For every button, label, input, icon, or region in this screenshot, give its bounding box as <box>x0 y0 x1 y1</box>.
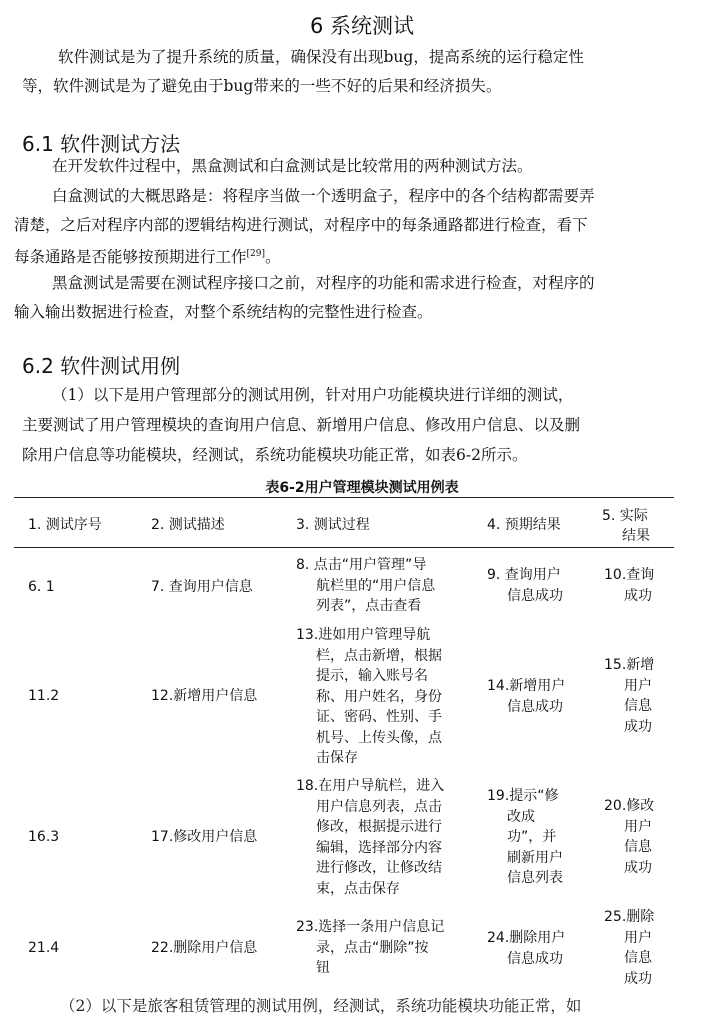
header-desc: 2. 测试描述 <box>151 517 225 533</box>
s62-line-1: （1）以下是用户管理部分的测试用例，针对用户功能模块进行详细的测试， <box>52 386 574 404</box>
cell-test-process-line: 航栏里的“用户信息 <box>316 577 436 594</box>
trailing-paragraph: （2）以下是旅客租赁管理的测试用例，经测试，系统功能模块功能正常，如 <box>60 997 582 1015</box>
cell-actual-result-line: 用户 <box>624 818 652 835</box>
header-expect: 4. 预期结果 <box>487 517 561 533</box>
s61-para-3-line-1: 黑盒测试是需要在测试程序接口之前，对程序的功能和需求进行检查，对程序的 <box>52 274 595 292</box>
cell-actual-result-line: 信息 <box>624 698 652 714</box>
cell-test-process-line: 机号、上传头像，点 <box>316 729 442 746</box>
cell-test-process-line: 录，点击“删除”按 <box>316 939 429 956</box>
cell-expected-result-line: 功”，并 <box>507 829 557 845</box>
s62-line-2: 主要测试了用户管理模块的查询用户信息、新增用户信息、修改用户信息、以及删 <box>22 416 581 434</box>
s61-para-3-line-2: 输入输出数据进行检查，对整个系统结构的完整性进行检查。 <box>14 303 433 321</box>
cell-test-id: 6. 1 <box>28 579 55 595</box>
cell-actual-result-line: 成功 <box>624 718 652 735</box>
header-proc: 3. 测试过程 <box>296 517 370 533</box>
cell-expected-result-line: 19.提示“修 <box>487 788 559 804</box>
table-header-rule <box>14 547 674 548</box>
s61-para-2-line-2: 清楚，之后对程序内部的逻辑结构进行测试，对程序中的每条通路都进行检查，看下 <box>14 216 588 234</box>
cell-test-desc: 7. 查询用户信息 <box>151 579 253 595</box>
cell-expected-result-line: 信息成功 <box>507 587 563 604</box>
cell-test-desc: 17.修改用户信息 <box>151 829 258 845</box>
s61-para-2-end: 。 <box>265 248 281 267</box>
cell-expected-result-line: 24.删除用户 <box>487 930 566 946</box>
intro-line-1: 软件测试是为了提升系统的质量，确保没有出现bug，提高系统的运行稳定性 <box>58 48 584 66</box>
s61-para-2-line-3 <box>14 243 281 268</box>
s61-para-1: 在开发软件过程中，黑盒测试和白盒测试是比较常用的两种测试方法。 <box>52 157 533 175</box>
cell-test-desc: 22.删除用户信息 <box>151 940 258 956</box>
cell-actual-result-line: 成功 <box>624 859 652 876</box>
cell-test-process-line: 用户信息列表，点击 <box>316 798 442 815</box>
cell-expected-result-line: 信息成功 <box>507 698 563 715</box>
cell-test-process-line: 列表”，点击查看 <box>316 598 422 614</box>
cell-test-process-line: 提示，输入账号名 <box>316 668 428 684</box>
cell-actual-result-line: 信息 <box>624 950 652 966</box>
section-title: 6 系统测试 <box>309 14 415 38</box>
cell-expected-result-line: 14.新增用户 <box>487 678 566 694</box>
cell-test-id: 21.4 <box>28 940 60 956</box>
cell-expected-result-line: 信息列表 <box>507 870 563 886</box>
cell-actual-result-line: 20.修改 <box>604 798 655 814</box>
table-caption: 表6-2用户管理模块测试用例表 <box>265 480 459 496</box>
cell-actual-result-line: 信息 <box>624 839 652 855</box>
cell-test-process-line: 击保存 <box>316 750 358 766</box>
cell-actual-result-line: 成功 <box>624 587 652 604</box>
cell-test-process-line: 束，点击保存 <box>316 880 400 897</box>
cell-test-process-line: 栏，点击新增，根据 <box>316 647 442 664</box>
cell-test-process-line: 18.在用户导航栏，进入 <box>296 778 445 794</box>
header-id: 1. 测试序号 <box>28 517 102 533</box>
s61-para-2-text: 每条通路是否能够按预期进行工作 <box>14 248 247 267</box>
citation-ref: [29] <box>246 249 265 259</box>
cell-actual-result-line: 10.查询 <box>604 567 655 583</box>
s61-para-2-line-1: 白盒测试的大概思路是：将程序当做一个透明盒子，程序中的各个结构都需要弄 <box>52 187 595 205</box>
cell-test-process-line: 称、用户姓名，身份 <box>316 688 442 705</box>
cell-test-process-line: 修改，根据提示进行 <box>316 819 442 835</box>
cell-actual-result-line: 15.新增 <box>604 657 655 673</box>
cell-actual-result-line: 用户 <box>624 929 652 946</box>
cell-test-process-line: 23.选择一条用户信息记 <box>296 919 445 935</box>
heading-6-2: 6.2 软件测试用例 <box>22 354 181 378</box>
cell-actual-result-line: 用户 <box>624 677 652 694</box>
s62-line-3: 除用户信息等功能模块，经测试，系统功能模块功能正常，如表6-2所示。 <box>22 446 528 464</box>
cell-test-process-line: 钮 <box>316 960 330 976</box>
cell-actual-result-line: 25.删除 <box>604 909 655 925</box>
cell-test-process-line: 编辑，选择部分内容 <box>316 839 442 856</box>
cell-expected-result-line: 信息成功 <box>507 950 563 967</box>
cell-test-id: 11.2 <box>28 688 60 704</box>
cell-expected-result-line: 改成 <box>507 808 535 825</box>
cell-test-process-line: 证、密码、性别、手 <box>316 709 442 725</box>
intro-line-2: 等，软件测试是为了避免由于bug带来的一些不好的后果和经济损失。 <box>22 77 502 95</box>
header-actual: 5. 实际 <box>602 508 648 524</box>
cell-test-process-line: 13.进如用户管理导航 <box>296 627 431 643</box>
cell-test-process-line: 进行修改，让修改结 <box>316 860 442 876</box>
cell-actual-result-line: 成功 <box>624 970 652 987</box>
heading-6-1: 6.1 软件测试方法 <box>22 132 181 156</box>
header-actual-2: 结果 <box>622 528 650 544</box>
cell-expected-result-line: 刷新用户 <box>507 849 563 866</box>
cell-test-id: 16.3 <box>28 829 60 845</box>
cell-test-desc: 12.新增用户信息 <box>151 688 258 704</box>
trailing-text-clip <box>0 988 724 1015</box>
table-top-rule <box>14 497 674 498</box>
cell-test-process-line: 8. 点击“用户管理”导 <box>296 557 427 573</box>
cell-expected-result-line: 9. 查询用户 <box>487 567 561 583</box>
